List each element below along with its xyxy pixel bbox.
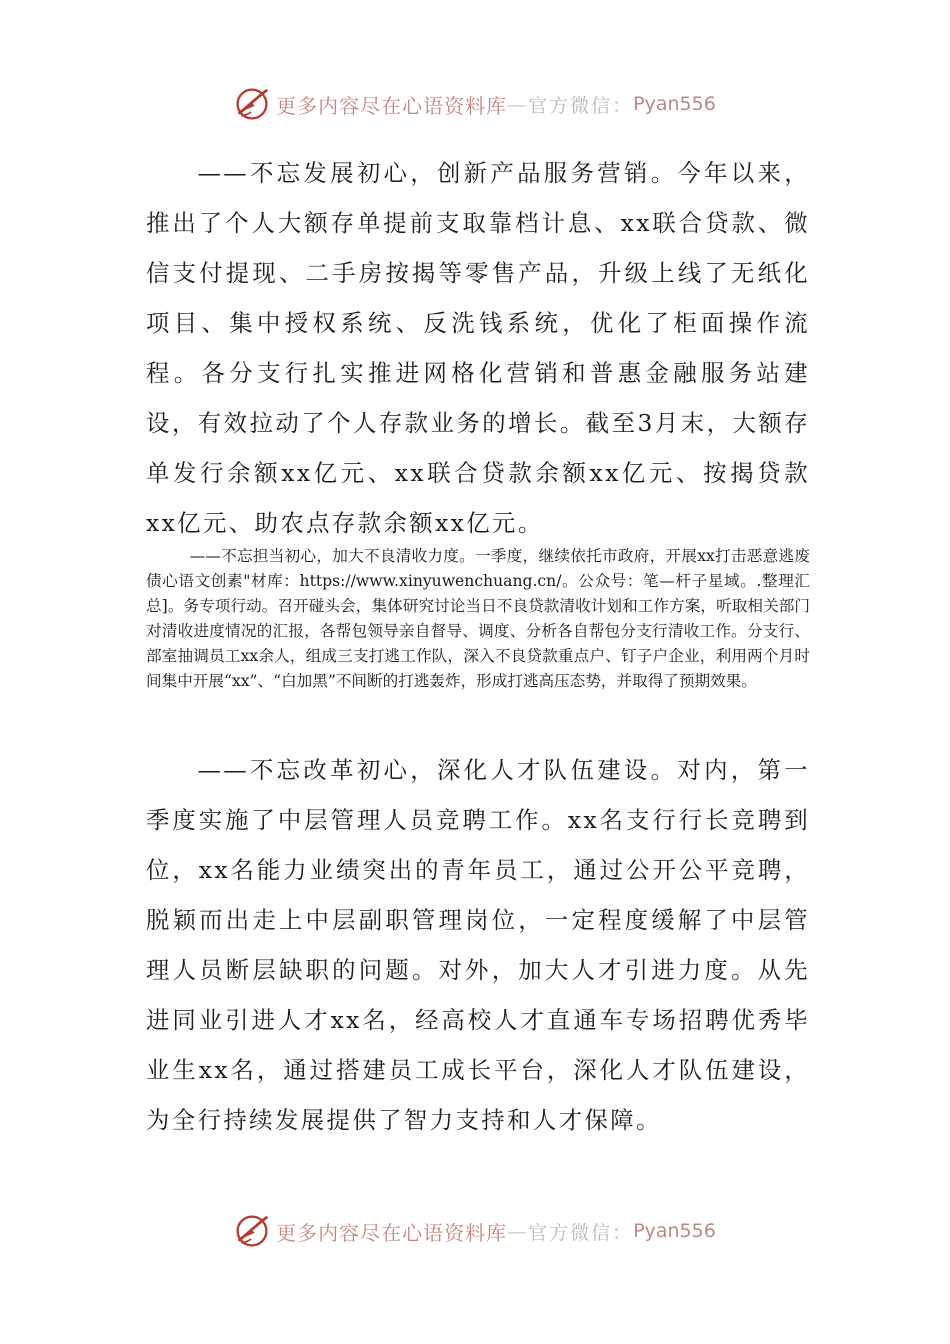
banner-wechat-label: 官方微信：: [528, 94, 634, 117]
banner-title: 更多内容尽在心语资料库: [276, 93, 508, 118]
footer-banner: [0, 1211, 950, 1251]
pen-logo-icon: [234, 1213, 270, 1249]
paragraph-collection: ——不忘担当初心，加大不良清收力度。一季度，继续依托市政府，开展xx打击恶意逃废债心语文创素"材库：https://www.xinyuwenchuang.cn/。公众号：笔—杆子星域。.整理汇总]。务专项行动。召开碰头会，集体研究讨论当日不良贷款清收计划和工作方案，听取相关部门对清收进度情况的汇报，各帮包领导亲自督导、调度、分析各自帮包分支行清收工作。分支行、部室抽调员工xx余人，组成三支打逃工作队，深入不良贷款重点户、钉子户企业，利用两个月时间集中开展“xx”、“白加黑”不间断的打逃轰炸，形成打逃高压态势，并取得了预期效果。: [146, 547, 810, 690]
banner-wechat-label: 官方微信：: [528, 1221, 634, 1244]
header-banner: [0, 84, 950, 124]
paragraph-talent: ——不忘改革初心，深化人才队伍建设。对内，第一季度实施了中层管理人员竞聘工作。xx名支行行长竞聘到位，xx名能力业绩突出的青年员工，通过公开公平竞聘，脱颖而出走上中层副职管理岗位，一定程度缓解了中层管理人员断层缺职的问题。对外，加大人才引进力度。从先进同业引进人才xx名，经高校人才直通车专场招聘优秀毕业生xx名，通过搭建员工成长平台，深化人才队伍建设，为全行持续发展提供了智力支持和人才保障。: [146, 756, 810, 1134]
pen-logo-icon: [234, 86, 270, 122]
banner-dash: —: [507, 1219, 529, 1243]
banner-title: 更多内容尽在心语资料库: [276, 1220, 508, 1245]
paragraph-development: ——不忘发展初心，创新产品服务营销。今年以来，推出了个人大额存单提前支取靠档计息、xx联合贷款、微信支付提现、二手房按揭等零售产品，升级上线了无纸化项目、集中授权系统、反洗钱系统，优化了柜面操作流程。各分支行扎实推进网格化营销和普惠金融服务站建设，有效拉动了个人存款业务的增长。截至3月末，大额存单发行余额xx亿元、xx联合贷款余额xx亿元、按揭贷款xx亿元、助农点存款余额xx亿元。: [146, 159, 810, 537]
banner-wechat-id: Pyan556: [633, 1220, 716, 1242]
banner-dash: —: [507, 92, 529, 116]
banner-wechat-id: Pyan556: [633, 93, 716, 115]
